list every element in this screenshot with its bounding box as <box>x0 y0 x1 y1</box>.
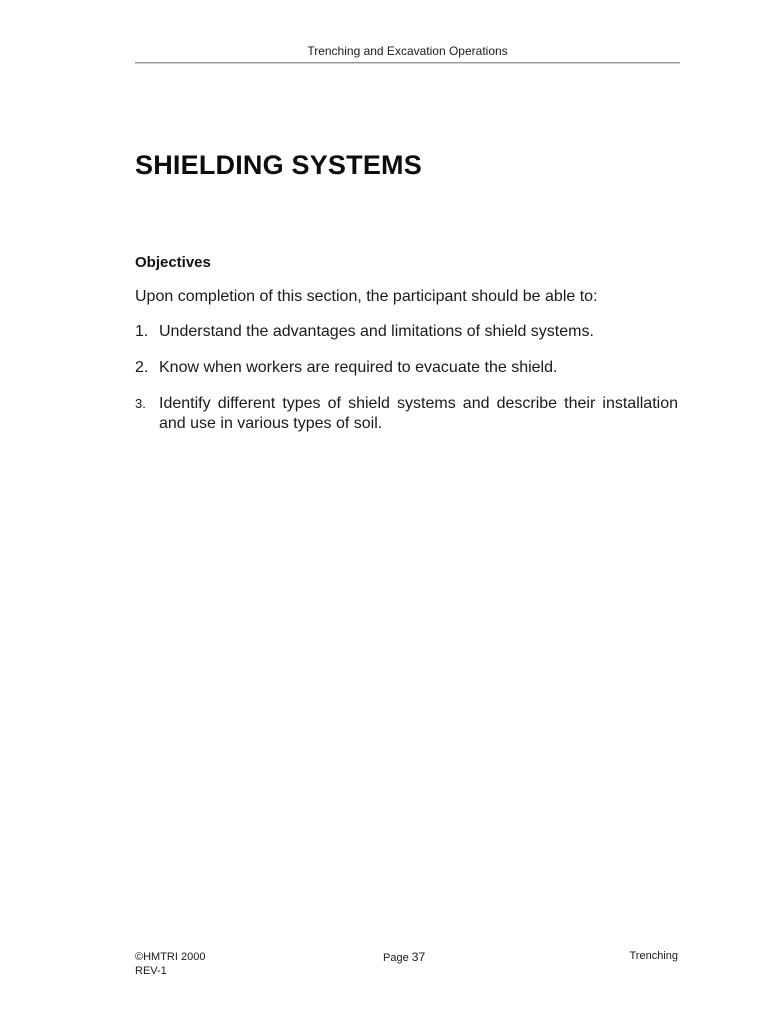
running-header: Trenching and Excavation Operations <box>307 44 508 58</box>
objective-item <box>135 394 678 434</box>
objectives-list <box>135 322 678 450</box>
objective-item <box>135 358 678 378</box>
objective-text: Identify different types of shield systems and describe their installation and use in various types of soil. <box>159 395 678 432</box>
copyright-text: ©HMTRI 2000 <box>135 951 206 963</box>
objective-number: 3. <box>135 396 146 411</box>
objective-number: 1. <box>135 323 149 340</box>
page-number: 37 <box>411 950 426 964</box>
objective-text: Understand the advantages and limitations of shield systems. <box>159 323 594 340</box>
objectives-intro: Upon completion of this section, the participant should be able to: <box>135 288 598 305</box>
section-title: SHIELDING SYSTEMS <box>135 150 422 180</box>
objective-number: 2. <box>135 359 149 376</box>
page-number-block <box>383 950 425 964</box>
header-rule <box>135 62 680 64</box>
footer-left <box>135 950 205 978</box>
footer-topic: Trenching <box>629 950 678 962</box>
objective-text: Know when workers are required to evacuate the shield. <box>159 359 558 376</box>
objective-item <box>135 322 678 342</box>
page-label: Page <box>383 952 409 964</box>
revision-text: REV-1 <box>135 965 167 977</box>
objectives-heading: Objectives <box>135 254 211 271</box>
